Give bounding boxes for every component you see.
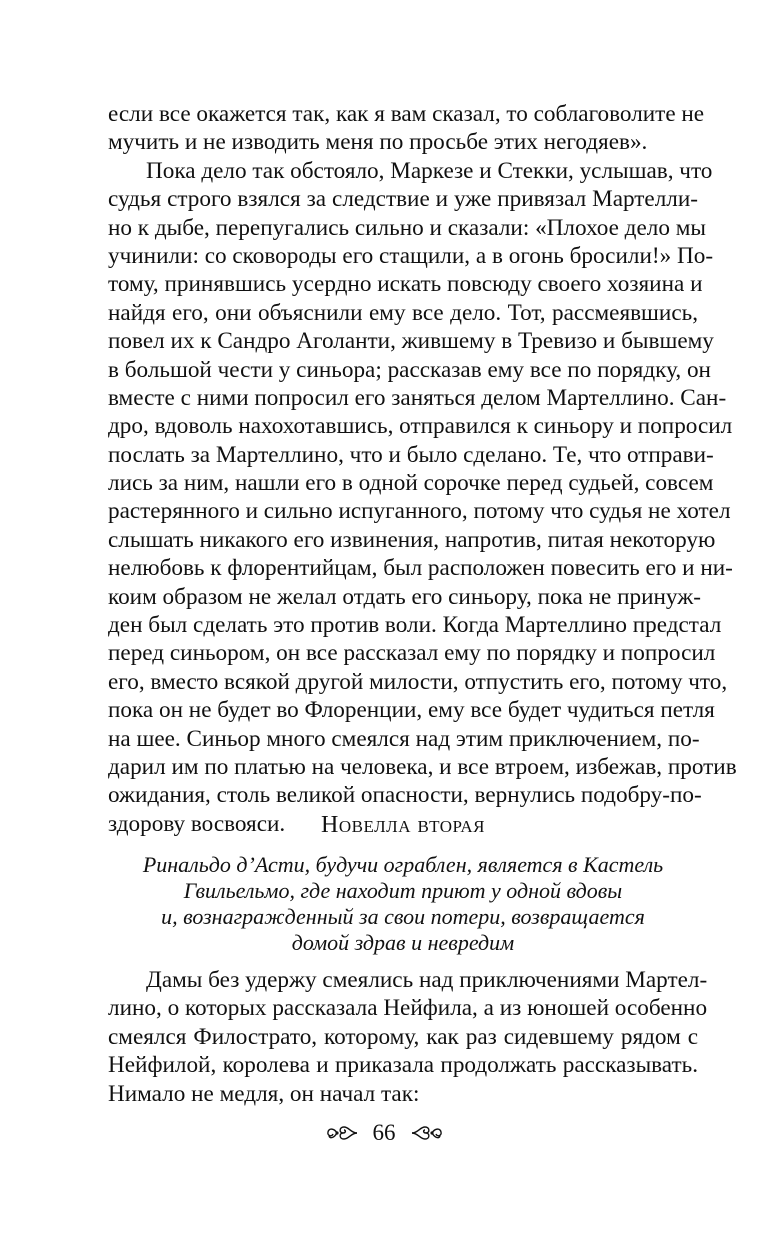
novella-heading: Новелла вторая: [321, 812, 485, 838]
summary-line: домой здрав и невредим: [291, 930, 515, 955]
paragraph-2: [108, 157, 737, 838]
text-line: смеялся Филострато, которому, как раз сидевшему рядом с: [108, 1023, 698, 1050]
novella-summary: [108, 852, 698, 956]
text-line: ожидания, столь великой опасности, вернулись подобру-по-: [108, 782, 702, 809]
text-line: в большой чести у синьора; рассказав ему все по порядку, он: [108, 356, 711, 383]
summary-line: Гвильельмо, где находит приют у одной вдовы: [183, 878, 623, 903]
text-line: ден был сделать это против воли. Когда Мартеллино предстал: [108, 612, 722, 639]
text-line: нелюбовь к флорентийцам, был расположен повесить его и ни-: [108, 555, 733, 582]
text-line: перед синьором, он все рассказал ему по порядку и попросил: [108, 640, 716, 667]
paragraph-3: [108, 966, 708, 1108]
text-line: Пока дело так обстояло, Маркезе и Стекки, услышав, что: [146, 157, 713, 184]
text-line: его, вместо всякой другой милости, отпустить его, потому что,: [108, 668, 728, 695]
text-line: пока он не будет во Флоренции, ему все будет чудиться петля: [108, 697, 715, 724]
summary-line: и, вознагражденный за свои потери, возвращается: [161, 904, 645, 929]
flourish-left-icon: [325, 1122, 359, 1144]
text-line: здорову восвояси.: [108, 810, 286, 837]
text-line: мучить и не изводить меня по просьбе этих негодяев».: [108, 129, 648, 156]
text-line: Дамы без удержу смеялись над приключениями Мартел-: [146, 967, 708, 993]
text-line: лино, о которых рассказала Нейфила, а из юношей особенно: [108, 995, 708, 1022]
text-line: учинили: со сковороды его стащили, а в огонь бросили!» По-: [108, 242, 714, 269]
text-line: вместе с ними попросил его заняться делом Мартеллино. Сан-: [108, 384, 727, 411]
paragraph-1: [108, 100, 705, 157]
page-footer: [0, 1120, 768, 1146]
text-line: дро, вдоволь нахохотавшись, отправился к синьору и попросил: [108, 413, 733, 440]
text-line: дарил им по платью на человека, и все втроем, избежав, против: [108, 753, 737, 780]
text-line: коим образом не желал отдать его синьору, пока не принуж-: [108, 583, 701, 610]
text-line: судья строго взялся за следствие и уже привязал Мартелли-: [108, 186, 698, 213]
text-line: если все окажется так, как я вам сказал, то соблаговолите не: [108, 101, 705, 127]
flourish-right-icon: [410, 1122, 444, 1144]
text-line: слышать никакого его извинения, напротив, питая некоторую: [108, 526, 716, 553]
text-line: Нейфилой, королева и приказала продолжать рассказывать.: [108, 1052, 698, 1079]
text-line: лись за ним, нашли его в одной сорочке перед судьей, совсем: [108, 470, 714, 497]
text-line: растерянного и сильно испуганного, потому что судья не хотел: [108, 498, 731, 525]
text-line: на шее. Синьор много смеялся над этим приключением, по-: [108, 725, 700, 752]
summary-line: Ринальдо д’Асти, будучи ограблен, является в Кастель: [142, 852, 664, 877]
text-line: тому, принявшись усердно искать повсюду своего хозяина и: [108, 271, 703, 298]
text-line: повел их к Сандро Аголанти, жившему в Тревизо и бывшему: [108, 328, 714, 355]
text-line: но к дыбе, перепугались сильно и сказали: «Плохое дело мы: [108, 214, 706, 241]
text-block-top: [108, 100, 737, 838]
text-line: послать за Мартеллино, что и было сделано. Те, что отправи-: [108, 441, 714, 468]
text-line: Нимало не медля, он начал так:: [108, 1080, 420, 1107]
page-number: 66: [372, 1120, 396, 1145]
text-line: найдя его, они объяснили ему все дело. Тот, рассмеявшись,: [108, 299, 698, 326]
